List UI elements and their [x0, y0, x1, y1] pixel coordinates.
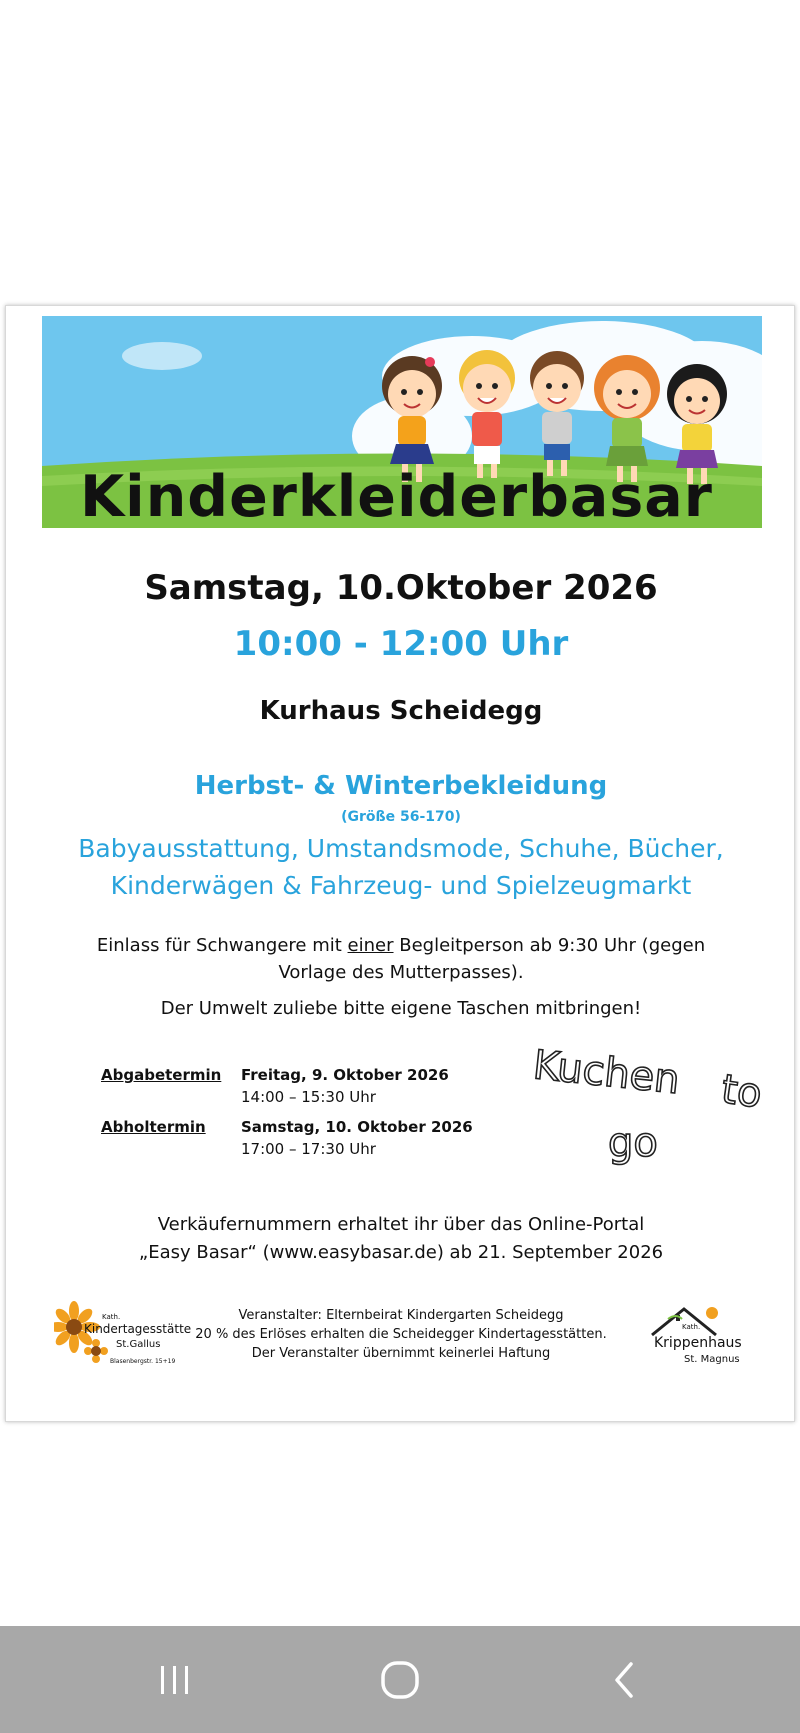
entry-text-d: Vorlage des Mutterpasses).	[278, 962, 524, 983]
home-icon	[378, 1658, 422, 1702]
recent-apps-icon	[155, 1660, 195, 1700]
item-list	[6, 830, 796, 904]
logo-right-small: Kath.	[682, 1323, 701, 1331]
back-icon	[605, 1660, 645, 1700]
house-icon	[646, 1299, 756, 1377]
season-heading: Herbst- & Winterbekleidung	[194, 771, 608, 801]
schedule-pickup	[241, 1118, 473, 1158]
entry-note	[6, 932, 796, 986]
schedule-label-pickup: Abholtermin	[101, 1118, 206, 1136]
schedule-dropoff-time: 14:00 – 15:30 Uhr	[241, 1088, 376, 1106]
to-word: to	[718, 1066, 765, 1118]
flyer-title: Kinderkleiderbasar	[80, 464, 713, 528]
banner	[42, 316, 762, 528]
seller-line-2: „Easy Basar“ (www.easybasar.de) ab 21. September 2026	[138, 1242, 664, 1263]
entry-text-c: Begleitperson ab 9:30 Uhr (gegen	[393, 935, 706, 956]
item-list-line-2: Kinderwägen & Fahrzeug- und Spielzeugmarkt	[110, 871, 692, 900]
logo-left-name: Kindertagesstätte	[84, 1322, 192, 1336]
schedule-dropoff-day: Freitag, 9. Oktober 2026	[241, 1066, 449, 1084]
footer-line-1: Veranstalter: Elternbeirat Kindergarten Scheidegg	[238, 1308, 564, 1323]
schedule-pickup-time: 17:00 – 17:30 Uhr	[241, 1140, 376, 1158]
logo-left-sub: St.Gallus	[116, 1339, 161, 1350]
footer-line-2: 20 % des Erlöses erhalten die Scheidegger Kindertagesstätten.	[195, 1327, 607, 1342]
krippenhaus-logo	[646, 1299, 756, 1377]
bags-note: Der Umwelt zuliebe bitte eigene Taschen mitbringen!	[160, 998, 642, 1019]
go-word: go	[608, 1120, 658, 1166]
event-time: 10:00 - 12:00 Uhr	[233, 624, 569, 664]
item-list-line-1: Babyausstattung, Umstandsmode, Schuhe, Bücher,	[78, 834, 724, 863]
kuchen-to-go-text	[528, 1026, 798, 1166]
seller-line-1: Verkäufernummern erhaltet ihr über das Online-Portal	[157, 1214, 645, 1235]
entry-text-a: Einlass für Schwangere mit	[96, 935, 348, 956]
kuchen-word: Kuchen	[530, 1042, 682, 1104]
event-venue: Kurhaus Scheidegg	[259, 696, 543, 726]
schedule-dropoff	[241, 1066, 449, 1106]
seller-info	[6, 1211, 796, 1267]
back-button[interactable]	[565, 1626, 685, 1733]
size-range: (Größe 56-170)	[341, 809, 461, 825]
flyer-image	[5, 305, 795, 1422]
footer-line-3: Der Veranstalter übernimmt keinerlei Haftung	[251, 1346, 551, 1361]
logo-left-addr: Blasenbergstr. 15+19	[110, 1358, 176, 1365]
entry-text-b: einer	[347, 935, 394, 956]
event-date: Samstag, 10.Oktober 2026	[144, 568, 658, 608]
schedule-label-dropoff: Abgabetermin	[101, 1066, 222, 1084]
system-navigation-bar	[0, 1626, 800, 1733]
home-button[interactable]	[340, 1626, 460, 1733]
logo-right-name: Krippenhaus	[654, 1335, 742, 1351]
logo-left-small: Kath.	[102, 1313, 121, 1321]
recent-apps-button[interactable]	[115, 1626, 235, 1733]
logo-right-sub: St. Magnus	[684, 1354, 740, 1365]
schedule-pickup-day: Samstag, 10. Oktober 2026	[241, 1118, 473, 1136]
